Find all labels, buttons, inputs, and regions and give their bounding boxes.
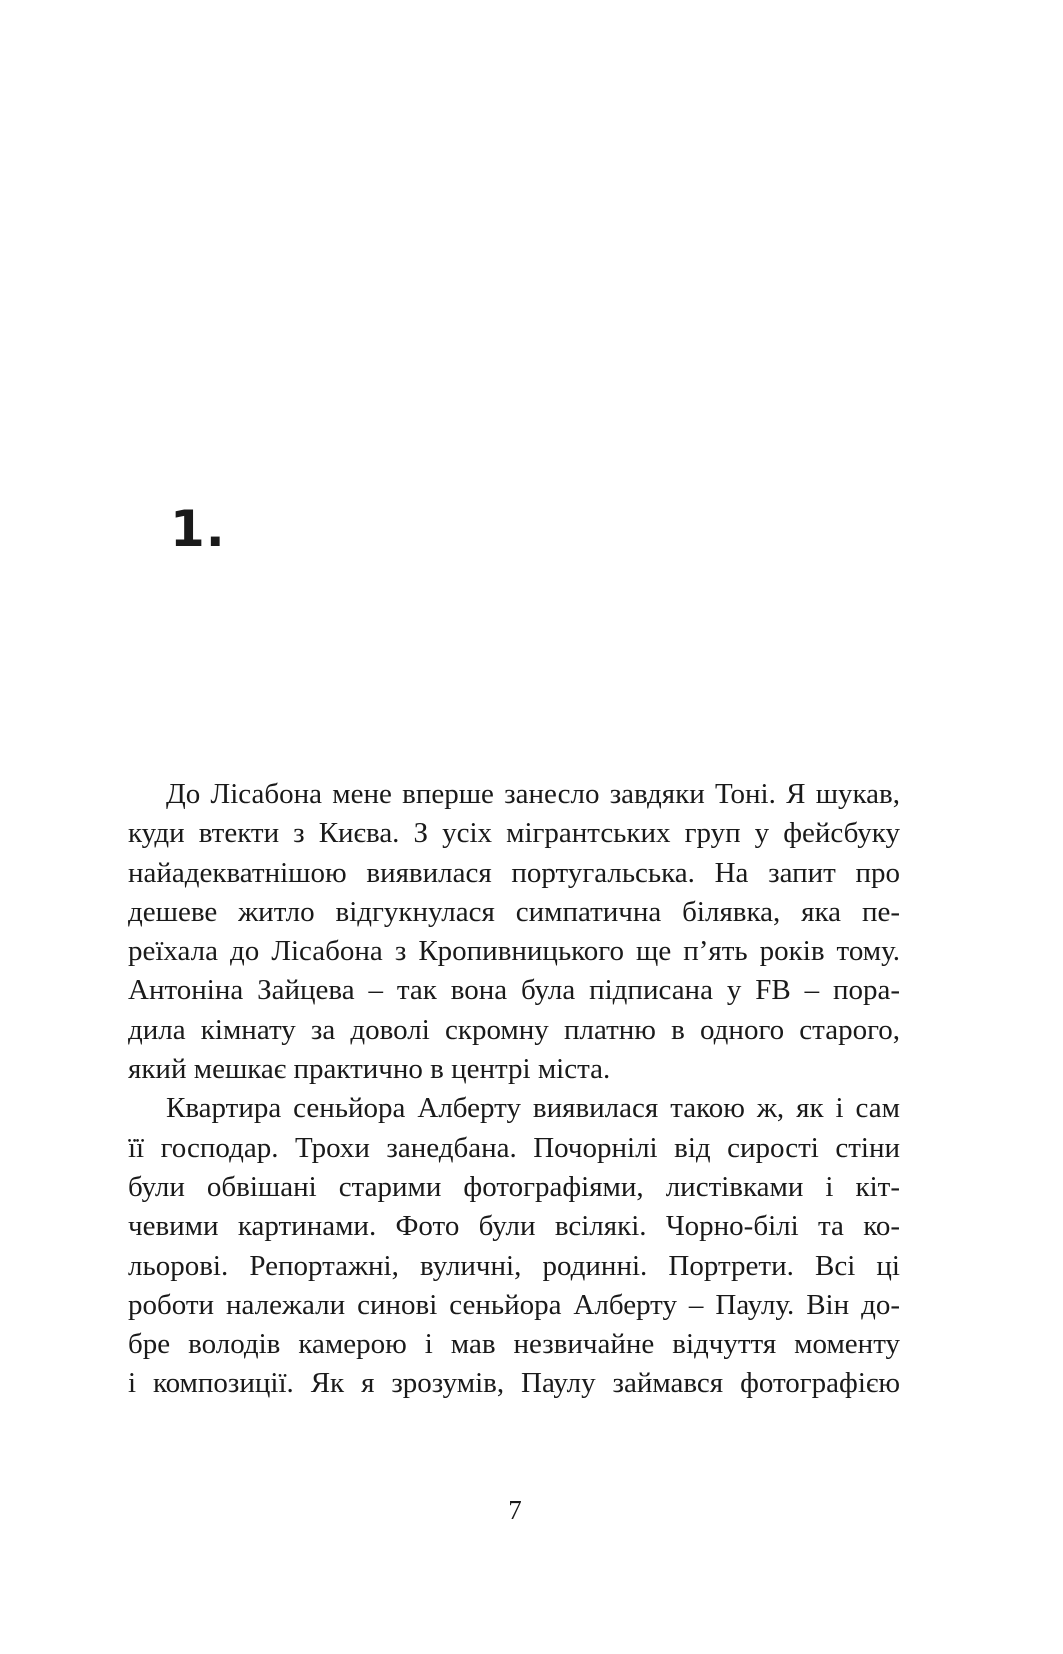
text-line: дила кімнату за доволі скромну платню в одного старого, (128, 1013, 900, 1046)
page-number: 7 (508, 1495, 522, 1525)
text-line: До Лісабона мене вперше занесло завдяки Тоні. Я шукав, (166, 778, 900, 810)
text-line: реїхала до Лісабона з Кропивницького ще п’ять років тому. (128, 935, 900, 968)
text-line: дешеве житло відгукнулася симпатична білявка, яка пе- (128, 895, 900, 928)
text-line: були обвішані старими фотографіями, листівками і кіт- (128, 1170, 900, 1203)
text-line: льорові. Репортажні, вуличні, родинні. Портрети. Всі ці (128, 1249, 900, 1282)
text-line: Квартира сеньйора Алберту виявилася такою ж, як і сам (166, 1092, 900, 1125)
text-line: який мешкає практично в центрі міста. (128, 1053, 611, 1086)
text-line: роботи належали синові сеньйора Алберту – Паулу. Він до- (128, 1288, 900, 1321)
text-line: Антоніна Зайцева – так вона була підписана у FB – пора- (128, 974, 900, 1007)
text-line: і композиції. Як я зрозумів, Паулу займався фотографією (128, 1367, 900, 1400)
text-line: найадекватнішою виявилася португальська. На запит про (128, 856, 900, 889)
chapter-number: 1. (170, 500, 226, 558)
body-text (128, 775, 900, 1404)
text-line: її господар. Трохи занедбана. Почорнілі від сирості стіни (128, 1131, 900, 1164)
text-line: бре володів камерою і мав незвичайне відчуття моменту (128, 1328, 900, 1361)
text-line: чевими картинами. Фото були всілякі. Чорно-білі та ко- (128, 1210, 900, 1243)
text-line: куди втекти з Києва. З усіх мігрантських груп у фейсбуку (128, 817, 900, 850)
